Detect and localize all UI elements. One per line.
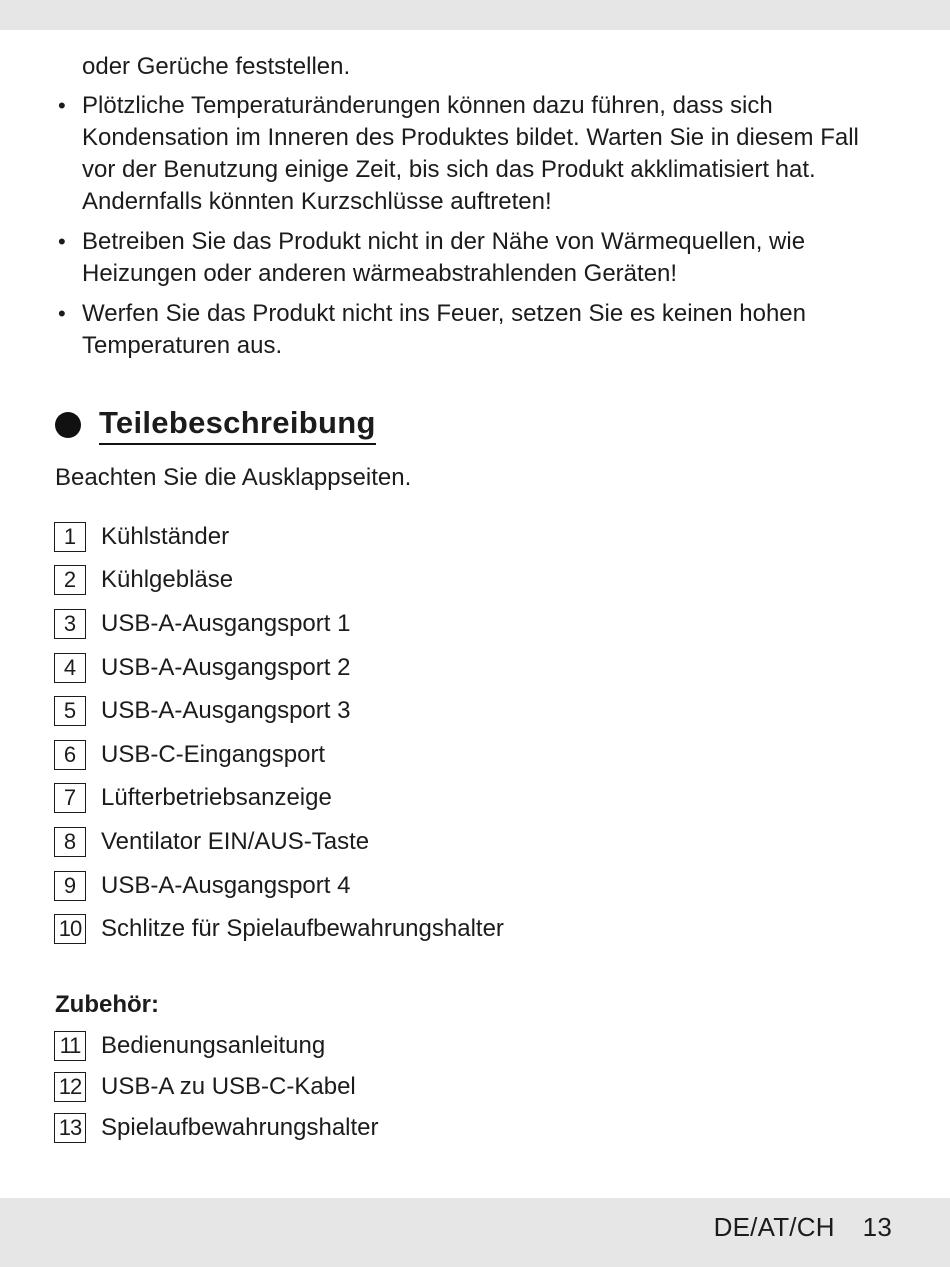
bullet-item	[58, 298, 888, 362]
parts-list	[54, 515, 504, 951]
item-label: USB-A zu USB-C-Kabel	[101, 1072, 356, 1100]
bullet-icon: •	[58, 229, 66, 254]
section-intro: Beachten Sie die Ausklappseiten.	[55, 464, 412, 491]
list-item	[54, 515, 504, 559]
item-number: 6	[54, 740, 86, 770]
list-item	[54, 777, 504, 821]
list-item	[54, 1066, 379, 1107]
footer-region: DE/AT/CH	[713, 1212, 835, 1242]
list-item	[54, 733, 504, 777]
bullet-text: Werfen Sie das Produkt nicht ins Feuer, setzen Sie es keinen hohen Temperaturen aus.	[82, 300, 806, 359]
item-number: 4	[54, 653, 86, 683]
item-label: USB-A-Ausgangsport 2	[101, 653, 351, 681]
page-footer	[714, 1212, 892, 1243]
item-label: Ventilator EIN/AUS-Taste	[101, 827, 370, 855]
item-number: 8	[54, 827, 86, 857]
list-item	[54, 907, 504, 951]
item-number: 7	[54, 783, 86, 813]
list-item	[54, 1025, 379, 1066]
item-label: Kühlständer	[101, 522, 230, 550]
section-title: Teilebeschreibung	[99, 404, 376, 445]
item-label: USB-A-Ausgangsport 3	[101, 697, 351, 725]
list-item	[54, 559, 504, 603]
item-number: 2	[54, 565, 86, 595]
continuation-text: oder Gerüche feststellen.	[82, 53, 351, 80]
top-band	[0, 0, 950, 30]
bullet-item	[58, 90, 888, 218]
section-dot-icon	[55, 412, 81, 438]
item-number: 11	[54, 1031, 86, 1061]
item-number: 1	[54, 522, 86, 552]
item-number: 12	[54, 1072, 86, 1102]
bullet-text: Betreiben Sie das Produkt nicht in der Nähe von Wärmequellen, wie Heizungen oder anderen wärmeabstrahlenden Geräten!	[82, 228, 806, 287]
item-number: 13	[54, 1113, 86, 1143]
list-item	[54, 864, 504, 908]
list-item	[54, 689, 504, 733]
item-number: 3	[54, 609, 86, 639]
bullet-item	[58, 226, 888, 290]
item-label: USB-A-Ausgangsport 1	[101, 609, 351, 637]
item-label: Spielaufbewahrungshalter	[101, 1113, 379, 1141]
item-number: 5	[54, 696, 86, 726]
bullet-icon: •	[58, 93, 66, 118]
item-label: Lüfterbetriebsanzeige	[101, 784, 332, 812]
page-number: 13	[862, 1212, 892, 1242]
item-label: Bedienungsanleitung	[101, 1031, 326, 1059]
safety-bullet-list	[58, 90, 888, 370]
list-item	[54, 820, 504, 864]
bullet-text: Plötzliche Temperaturänderungen können dazu führen, dass sich Kondensation im Inneren des Produktes bildet. Warten Sie in diesem Fall vor der Benutzung einige Zeit, bis sich das Produkt akklimatisiert hat. Andernfalls könnten Kurzschlüsse auftreten!	[82, 92, 859, 215]
accessories-list	[54, 1025, 379, 1148]
section-heading	[55, 404, 376, 445]
item-label: Kühlgebläse	[101, 566, 234, 594]
item-number: 9	[54, 871, 86, 901]
item-number: 10	[54, 914, 86, 944]
accessories-title: Zubehör:	[55, 991, 159, 1018]
list-item	[54, 602, 504, 646]
list-item	[54, 646, 504, 690]
list-item	[54, 1107, 379, 1148]
item-label: USB-C-Eingangsport	[101, 740, 326, 768]
item-label: USB-A-Ausgangsport 4	[101, 871, 351, 899]
item-label: Schlitze für Spielaufbewahrungshalter	[101, 915, 504, 943]
bullet-icon: •	[58, 301, 66, 326]
